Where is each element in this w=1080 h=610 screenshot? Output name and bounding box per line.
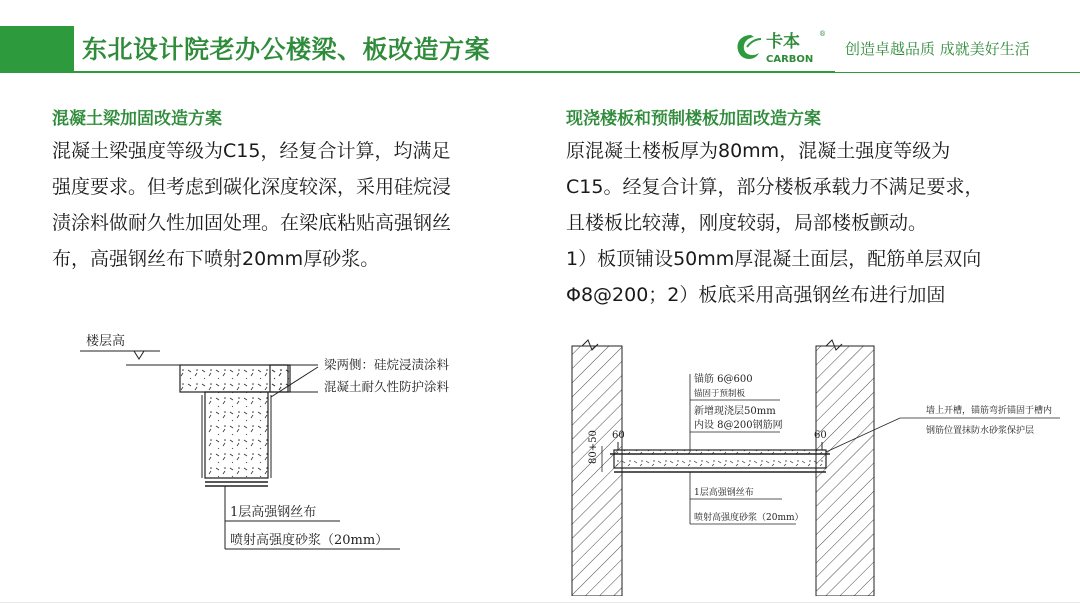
- note-rebar: 内设 8@200钢筋网: [694, 420, 783, 431]
- note-wall-groove: 墙上开槽，锚筋弯折锚固于槽内: [926, 406, 1053, 416]
- dim-thickness: 80+50: [588, 430, 599, 464]
- logo-en: CARBON: [766, 54, 814, 65]
- right-line: 1）板顶铺设50mm厚混凝土面层，配筋单层双向: [566, 248, 982, 270]
- left-paragraph: [52, 133, 451, 277]
- right-line: C15。经复合计算，部分楼板承载力不满足要求，: [566, 176, 984, 198]
- note-durability: 混凝土耐久性防护涂料: [324, 379, 450, 394]
- dim-left: 60: [612, 430, 625, 441]
- right-paragraph: [566, 133, 983, 313]
- wall-left: [572, 346, 622, 596]
- left-line: 布，高强钢丝布下喷射20mm厚砂浆。: [52, 248, 380, 270]
- logo-reg: ®: [819, 30, 826, 38]
- header-accent-bar: [0, 26, 74, 72]
- left-section-title: 混凝土梁加固改造方案: [52, 109, 222, 129]
- note-steel-mesh-slab: 1层高强钢丝布: [694, 488, 754, 498]
- level-marker-icon: [134, 351, 144, 359]
- floor-level-label: 楼层高: [86, 334, 126, 349]
- right-section-title: 现浇楼板和预制楼板加固改造方案: [566, 109, 821, 129]
- page-title: 东北设计院老办公楼梁、板改造方案: [82, 35, 491, 64]
- right-line: 原混凝土楼板厚为80mm，混凝土强度等级为: [566, 140, 951, 162]
- right-line: 且楼板比较薄，刚度较弱，局部楼板颤动。: [566, 212, 928, 234]
- note-new-layer: 新增现浇层50mm: [694, 406, 776, 417]
- left-line: 强度要求。但考虑到碳化深度较深，采用硅烷浸: [52, 176, 452, 198]
- beam-section-diagram: [60, 325, 480, 560]
- note-steel-mesh: 1层高强钢丝布: [230, 505, 317, 520]
- note-mortar-slab: 喷射高强度砂浆（20mm）: [694, 513, 804, 523]
- slogan: 创造卓越品质 成就美好生活: [845, 40, 1030, 58]
- logo-leaf-icon: [738, 35, 760, 59]
- note-side-coating: 梁两侧：硅烷浸渍涂料: [324, 357, 450, 372]
- right-line: Φ8@200；2）板底采用高强钢丝布进行加固: [566, 284, 946, 306]
- footer-divider: [0, 602, 1080, 603]
- wall-right: [816, 346, 874, 596]
- note-waterproof: 钢筋位置抹防水砂浆保护层: [926, 426, 1035, 436]
- dim-right: 60: [814, 430, 827, 441]
- note-anchor-fix: 锚固于预制板: [694, 389, 746, 399]
- slab: [614, 450, 826, 468]
- logo-cn: 卡本: [766, 32, 800, 52]
- carbon-logo: [733, 27, 831, 67]
- note-mortar: 喷射高强度砂浆（20mm）: [230, 533, 389, 548]
- slab-section-diagram: [560, 338, 1060, 596]
- left-line: 渍涂料做耐久性加固处理。在梁底粘贴高强钢丝: [52, 212, 452, 234]
- beam-web: [205, 392, 268, 478]
- left-line: 混凝土梁强度等级为C15，经复合计算，均满足: [52, 140, 451, 162]
- note-anchor: 锚筋 6@600: [694, 374, 753, 385]
